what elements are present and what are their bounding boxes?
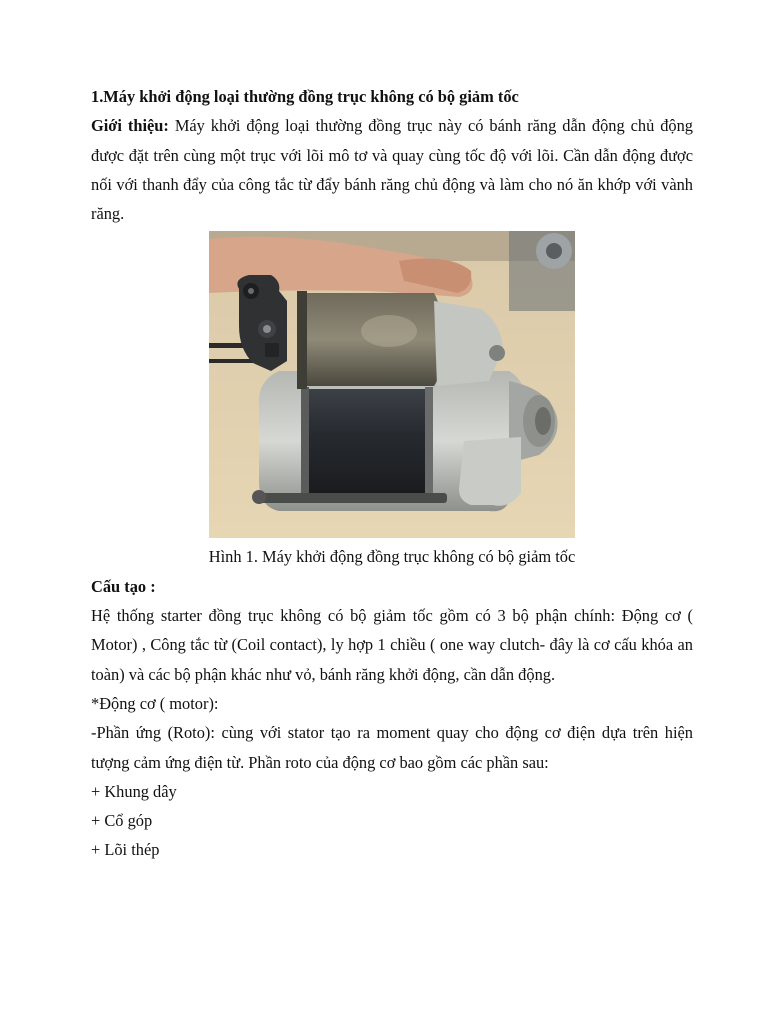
list-item: + Khung dây bbox=[91, 781, 177, 801]
intro-text: Máy khởi động loại thường đồng trục này có bánh răng dẫn động chủ động được đặt trên cùng một trục với lõi mô tơ và quay cùng tốc độ với lõi. Cần dẫn động được nối với thanh đẩy của công tắc từ đẩy bánh răng chủ động và làm cho nó ăn khớp với vành răng. bbox=[91, 116, 693, 224]
motor-line: *Động cơ ( motor): bbox=[91, 693, 219, 713]
section-heading: 1.Máy khởi động loại thường đồng trục không có bộ giảm tốc bbox=[91, 87, 519, 106]
structure-paragraph: Hệ thống starter đồng trục không có bộ giảm tốc gồm có 3 bộ phận chính: Động cơ ( Motor) , Công tắc từ (Coil contact), ly hợp 1 chiều ( one way clutch- đây là cơ cấu khóa an toàn) và các bộ phận khác như vỏ, bánh răng khởi động, cần dẫn động. bbox=[91, 606, 693, 684]
list-item: + Cổ góp bbox=[91, 811, 153, 831]
document-body bbox=[91, 82, 693, 865]
starter-motor-photo bbox=[209, 231, 575, 538]
figure bbox=[91, 231, 693, 571]
intro-label: Giới thiệu: bbox=[91, 116, 169, 136]
figure-caption: Hình 1. Máy khởi động đồng trục không có bộ giảm tốc bbox=[208, 547, 576, 567]
structure-heading: Cấu tạo : bbox=[91, 576, 156, 596]
armature-paragraph: -Phần ứng (Roto): cùng với stator tạo ra moment quay cho động cơ điện dựa trên hiện tượng cảm ứng điện từ. Phần roto của động cơ bao gồm các phần sau: bbox=[91, 723, 693, 772]
intro-paragraph bbox=[91, 111, 693, 228]
list-item: + Lõi thép bbox=[91, 840, 160, 860]
